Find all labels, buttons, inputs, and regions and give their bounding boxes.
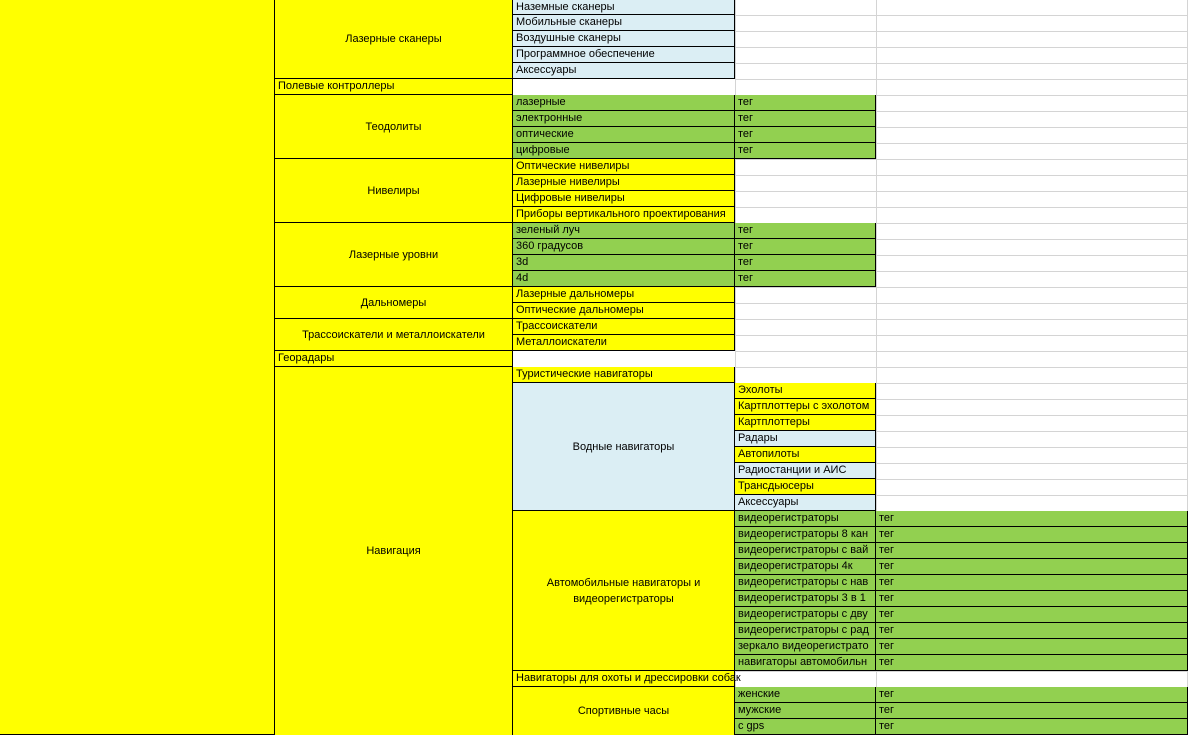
tag-cell[interactable]: тег (735, 143, 876, 159)
item-cell[interactable]: женские (735, 687, 876, 703)
gridline (735, 79, 1188, 80)
item-cell[interactable]: Картплоттеры (735, 415, 876, 431)
item-cell[interactable]: видеорегистраторы с рад (735, 623, 876, 639)
tag-cell[interactable]: тег (876, 719, 1188, 735)
subcategory-cell[interactable]: 360 градусов (513, 239, 735, 255)
gridline (735, 303, 1188, 304)
subcategory-cell[interactable]: Трассоискатели (513, 319, 735, 335)
category-tracers[interactable]: Трассоискатели и металлоискатели (275, 319, 513, 351)
subcategory-cell[interactable]: 3d (513, 255, 735, 271)
category-navigation[interactable]: Навигация (275, 367, 513, 735)
item-cell[interactable]: Картплоттеры с эхолотом (735, 399, 876, 415)
tag-cell[interactable]: тег (735, 127, 876, 143)
tag-cell[interactable]: тег (876, 623, 1188, 639)
subcategory-cell[interactable]: Металлоискатели (513, 335, 735, 351)
tag-cell[interactable]: тег (876, 543, 1188, 559)
subcategory-cell[interactable]: лазерные (513, 95, 735, 111)
subcategory-sport-watches[interactable]: Спортивные часы (513, 687, 735, 735)
item-cell[interactable]: Радары (735, 431, 876, 447)
subcategory-cell[interactable]: оптические (513, 127, 735, 143)
gridline (735, 31, 1188, 32)
item-cell[interactable]: видеорегистраторы 8 кан (735, 527, 876, 543)
tag-cell[interactable]: тег (876, 559, 1188, 575)
subcategory-cell[interactable]: цифровые (513, 143, 735, 159)
subcategory-hunting-navigators[interactable]: Навигаторы для охоты и дрессировки собак (513, 671, 735, 687)
tag-cell[interactable]: тег (876, 575, 1188, 591)
item-cell[interactable]: зеркало видеорегистрато (735, 639, 876, 655)
subcategory-cell[interactable]: Лазерные нивелиры (513, 175, 735, 191)
gridline (735, 335, 1188, 336)
tag-cell[interactable]: тег (735, 111, 876, 127)
gridline (735, 15, 1188, 16)
gridline (735, 367, 1188, 368)
subcategory-cell[interactable]: Приборы вертикального проектирования (513, 207, 735, 223)
item-cell[interactable]: видеорегистраторы с вай (735, 543, 876, 559)
item-cell[interactable]: Радиостанции и АИС (735, 463, 876, 479)
gridline (735, 319, 1188, 320)
category-rangefinders[interactable]: Дальномеры (275, 287, 513, 319)
gridline (735, 287, 1188, 288)
tag-cell[interactable]: тег (876, 607, 1188, 623)
item-cell[interactable]: навигаторы автомобильн (735, 655, 876, 671)
tag-cell[interactable]: тег (876, 655, 1188, 671)
gridline (735, 351, 1188, 352)
tag-cell[interactable]: тег (735, 271, 876, 287)
item-cell[interactable]: с gps (735, 719, 876, 735)
tag-cell[interactable]: тег (735, 95, 876, 111)
subcategory-cell[interactable]: Аксессуары (513, 63, 735, 79)
gridline (735, 175, 1188, 176)
subcategory-cell[interactable]: Наземные сканеры (513, 0, 735, 15)
subcategory-cell[interactable]: Программное обеспечение (513, 47, 735, 63)
gridline (735, 671, 1188, 672)
item-cell[interactable]: видеорегистраторы с дву (735, 607, 876, 623)
tag-cell[interactable]: тег (876, 511, 1188, 527)
item-cell[interactable]: видеорегистраторы 3 в 1 (735, 591, 876, 607)
subcategory-cell[interactable]: электронные (513, 111, 735, 127)
category-levels[interactable]: Нивелиры (275, 159, 513, 223)
gridline (735, 159, 1188, 160)
item-cell[interactable]: видеорегистраторы (735, 511, 876, 527)
category-laser-levels[interactable]: Лазерные уровни (275, 223, 513, 287)
subcategory-tourist-navigators[interactable]: Туристические навигаторы (513, 367, 735, 383)
item-cell[interactable]: Автопилоты (735, 447, 876, 463)
tag-cell[interactable]: тег (735, 223, 876, 239)
item-cell[interactable]: Эхолоты (735, 383, 876, 399)
subcategory-cell[interactable]: Воздушные сканеры (513, 31, 735, 47)
item-cell[interactable]: видеорегистраторы 4к (735, 559, 876, 575)
tag-cell[interactable]: тег (735, 239, 876, 255)
tag-cell[interactable]: тег (876, 639, 1188, 655)
gridline (735, 191, 1188, 192)
subcategory-cell[interactable]: Цифровые нивелиры (513, 191, 735, 207)
subcategory-auto-navigators[interactable]: Автомобильные навигаторы и видеорегистраторы (513, 511, 735, 671)
tag-cell[interactable]: тег (876, 527, 1188, 543)
tag-cell[interactable]: тег (876, 687, 1188, 703)
item-cell[interactable]: Аксессуары (735, 495, 876, 511)
gridline (735, 47, 1188, 48)
subcategory-cell[interactable]: 4d (513, 271, 735, 287)
tag-cell[interactable]: тег (876, 703, 1188, 719)
subcategory-cell[interactable]: Мобильные сканеры (513, 15, 735, 31)
category-theodolites[interactable]: Теодолиты (275, 95, 513, 159)
category-field-controllers[interactable]: Полевые контроллеры (275, 79, 513, 95)
subcategory-water-navigators[interactable]: Водные навигаторы (513, 383, 735, 511)
subcategory-cell[interactable]: зеленый луч (513, 223, 735, 239)
subcategory-cell[interactable]: Оптические дальномеры (513, 303, 735, 319)
gridline (735, 63, 1188, 64)
subcategory-cell[interactable]: Оптические нивелиры (513, 159, 735, 175)
tag-cell[interactable]: тег (735, 255, 876, 271)
item-cell[interactable]: Трансдьюсеры (735, 479, 876, 495)
category-georadars[interactable]: Георадары (275, 351, 513, 367)
category-laser-scanners[interactable]: Лазерные сканеры (275, 0, 513, 79)
subcategory-cell[interactable]: Лазерные дальномеры (513, 287, 735, 303)
tag-cell[interactable]: тег (876, 591, 1188, 607)
gridline (735, 207, 1188, 208)
item-cell[interactable]: мужские (735, 703, 876, 719)
column-a-merged-cell[interactable] (0, 0, 275, 735)
item-cell[interactable]: видеорегистраторы с нав (735, 575, 876, 591)
